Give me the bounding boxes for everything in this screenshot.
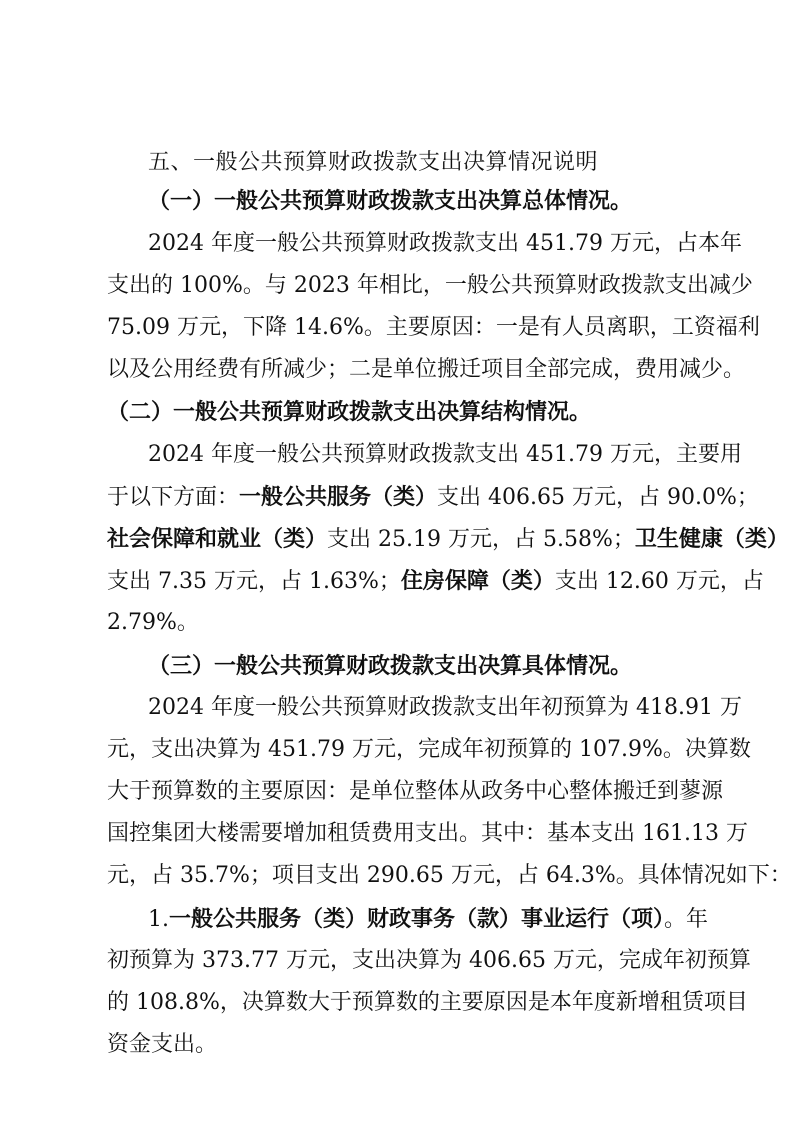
text-run: 支出 25.19 万元，占 5.58%； [327,527,635,552]
paragraph-line: 75.09 万元，下降 14.6%。主要原因：一是有人员离职，工资福利 [107,315,760,340]
paragraph-line: 初预算为 373.77 万元，支出决算为 406.65 万元，完成年初预算 [107,948,751,973]
paragraph-line: 的 108.8%，决算数大于预算数的主要原因是本年度新增租赁项目 [107,990,748,1015]
paragraph-line [0,482,793,513]
text-run: 支出 12.60 万元，占 [554,569,764,594]
paragraph-line [0,524,793,555]
text-run: 支出 406.65 万元，占 90.0%； [437,485,759,510]
text-run: 支出 7.35 万元，占 1.63%； [107,569,401,594]
text-run: 。年 [664,907,709,932]
paragraph-line: 资金支出。 [107,1032,218,1057]
category-general-public-services: 一般公共服务（类） [239,484,438,510]
paragraph-line: 大于预算数的主要原因：是单位整体从政务中心整体搬迁到蓼源 [107,779,724,804]
paragraph-line: 2024 年度一般公共预算财政拨款支出年初预算为 418.91 万 [148,695,742,720]
paragraph-line: 支出的 100%。与 2023 年相比，一般公共预算财政拨款支出减少 [107,273,753,298]
paragraph-line: 2024 年度一般公共预算财政拨款支出 451.79 万元，主要用 [148,442,742,467]
item-1-heading-line [0,904,793,935]
category-social-security: 社会保障和就业（类） [107,526,328,552]
paragraph-line: 2024 年度一般公共预算财政拨款支出 451.79 万元，占本年 [148,231,742,256]
category-health: 卫生健康（类） [634,526,789,552]
subsection-heading-1: （一）一般公共预算财政拨款支出决算总体情况。 [148,188,633,214]
text-run: 于以下方面： [107,485,240,510]
paragraph-line: 国控集团大楼需要增加租赁费用支出。其中：基本支出 161.13 万 [107,821,748,846]
item-number: 1. [148,907,169,932]
item-1-title: 一般公共服务（类）财政事务（款）事业运行（项） [169,906,665,932]
paragraph-line: 元，支出决算为 451.79 万元，完成年初预算的 107.9%。决算数 [107,737,751,762]
paragraph-line: 元，占 35.7%；项目支出 290.65 万元，占 64.3%。具体情况如下： [107,863,792,888]
paragraph-line: 以及公用经费有所减少；二是单位搬迁项目全部完成，费用减少。 [107,357,746,382]
paragraph-line: 2.79%。 [107,610,199,635]
subsection-heading-2: （二）一般公共预算财政拨款支出决算结构情况。 [107,399,592,425]
subsection-heading-3: （三）一般公共预算财政拨款支出决算具体情况。 [148,653,633,679]
paragraph-line [0,566,793,597]
category-housing: 住房保障（类） [400,568,555,594]
section-title: 五、一般公共预算财政拨款支出决算情况说明 [148,150,599,175]
